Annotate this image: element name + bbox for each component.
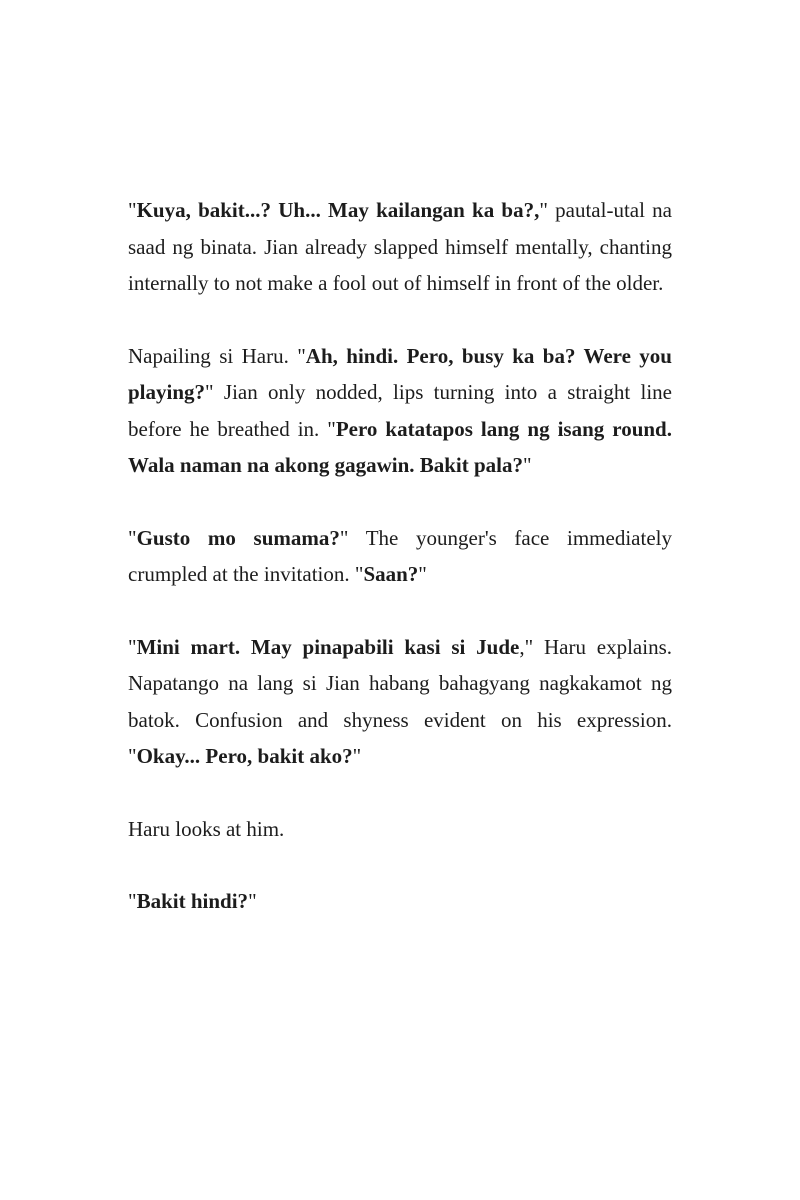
run: " bbox=[128, 634, 137, 659]
run: Haru looks at him. bbox=[128, 816, 285, 841]
run: Napailing si Haru. " bbox=[128, 343, 306, 368]
paragraph-2 bbox=[128, 338, 672, 484]
run: " bbox=[418, 562, 427, 586]
dialogue-bold: Kuya, bakit...? Uh... May kailangan ka ba?, bbox=[136, 198, 540, 222]
dialogue-bold: Okay... Pero, bakit ako? bbox=[136, 744, 353, 768]
paragraph-4 bbox=[128, 629, 672, 775]
paragraph-5 bbox=[128, 811, 672, 848]
paragraph-6 bbox=[128, 883, 672, 920]
paragraph-1 bbox=[128, 192, 672, 302]
paragraph-3 bbox=[128, 520, 672, 593]
run: " bbox=[128, 198, 137, 222]
run: " bbox=[248, 889, 257, 913]
dialogue-bold: Mini mart. May pinapabili kasi si Jude bbox=[136, 634, 520, 659]
run: " bbox=[352, 744, 362, 768]
run: " Jian only nodded, lips turning into a straight line before he breathed in. " bbox=[128, 380, 672, 441]
dialogue-bold: Pero katatapos lang ng isang round. Wala naman na akong gagawin. Bakit pala? bbox=[128, 416, 672, 477]
run: " pautal-utal na saad ng binata. Jian already slapped himself mentally, chanting internally to not make a fool out of himself in front of the older. bbox=[128, 198, 672, 295]
run: " bbox=[128, 889, 137, 913]
dialogue-bold: Ah, hindi. Pero, busy ka ba? Were you playing? bbox=[128, 343, 672, 404]
run: ," Haru explains. Napatango na lang si Jian habang bahagyang nagkakamot ng batok. Confusion and shyness evident on his expression. " bbox=[128, 634, 672, 768]
dialogue-bold: Saan? bbox=[363, 562, 419, 586]
run: " The younger's face immediately crumpled at the invitation. " bbox=[128, 525, 672, 586]
dialogue-bold: Gusto mo sumama? bbox=[136, 525, 340, 550]
story-page bbox=[128, 192, 672, 956]
run: " bbox=[523, 453, 532, 477]
run: " bbox=[128, 525, 137, 550]
dialogue-bold: Bakit hindi? bbox=[136, 889, 249, 913]
